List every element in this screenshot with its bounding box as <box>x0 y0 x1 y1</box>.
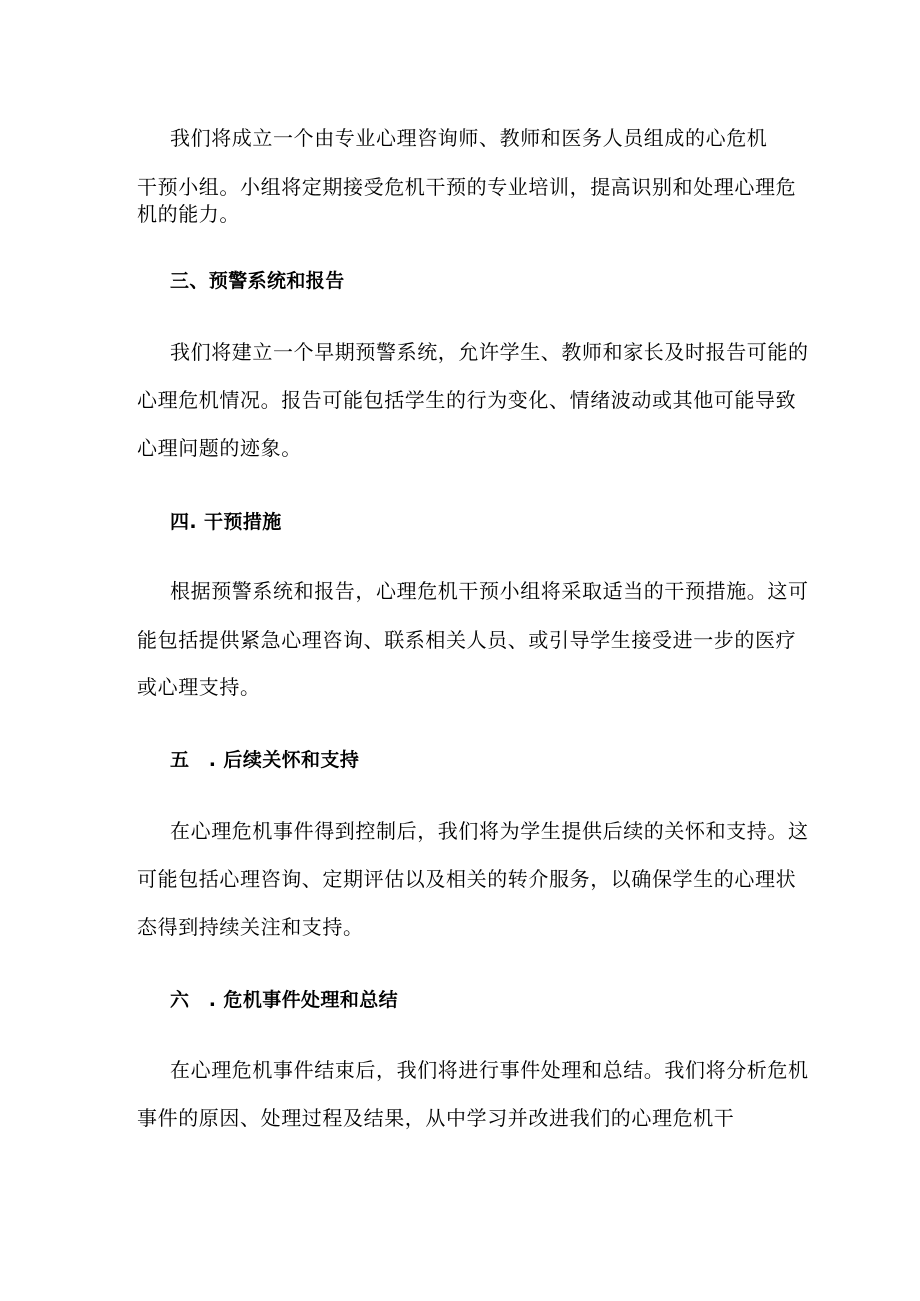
paragraph-line: 我们将成立一个由专业心理咨询师、教师和医务人员组成的心危机 <box>170 126 768 150</box>
paragraph-line: 心理危机情况。报告可能包括学生的行为变化、情绪波动或其他可能导致 <box>137 388 797 412</box>
paragraph-line: 能包括提供紧急心理咨询、联系相关人员、或引导学生接受进一步的医疗 <box>137 628 797 652</box>
paragraph-line: 事件的原因、处理过程及结果，从中学习并改进我们的心理危机干 <box>137 1106 735 1130</box>
paragraph-line: 或心理支持。 <box>137 675 261 699</box>
section-heading-4: 四. 干预措施 <box>170 511 282 533</box>
paragraph-line: 心理问题的迹象。 <box>137 436 302 460</box>
paragraph-line: 机的能力。 <box>137 202 240 226</box>
paragraph-line: 在心理危机事件得到控制后，我们将为学生提供后续的关怀和支持。这 <box>170 819 809 843</box>
section-heading-6: 六 . 危机事件处理和总结 <box>170 989 399 1011</box>
paragraph-line: 根据预警系统和报告，心理危机干预小组将采取适当的干预措施。这可 <box>170 579 809 603</box>
paragraph-line: 态得到持续关注和支持。 <box>137 915 364 939</box>
paragraph-line: 干预小组。小组将定期接受危机干预的专业培训，提高识别和处理心理危 <box>137 175 797 199</box>
section-heading-3: 三、预警系统和报告 <box>170 270 345 292</box>
paragraph-line: 我们将建立一个早期预警系统，允许学生、教师和家长及时报告可能的 <box>170 340 809 364</box>
section-heading-5: 五 . 后续关怀和支持 <box>170 749 360 771</box>
paragraph-line: 可能包括心理咨询、定期评估以及相关的转介服务，以确保学生的心理状 <box>137 867 797 891</box>
paragraph-line: 在心理危机事件结束后，我们将进行事件处理和总结。我们将分析危机 <box>170 1058 809 1082</box>
